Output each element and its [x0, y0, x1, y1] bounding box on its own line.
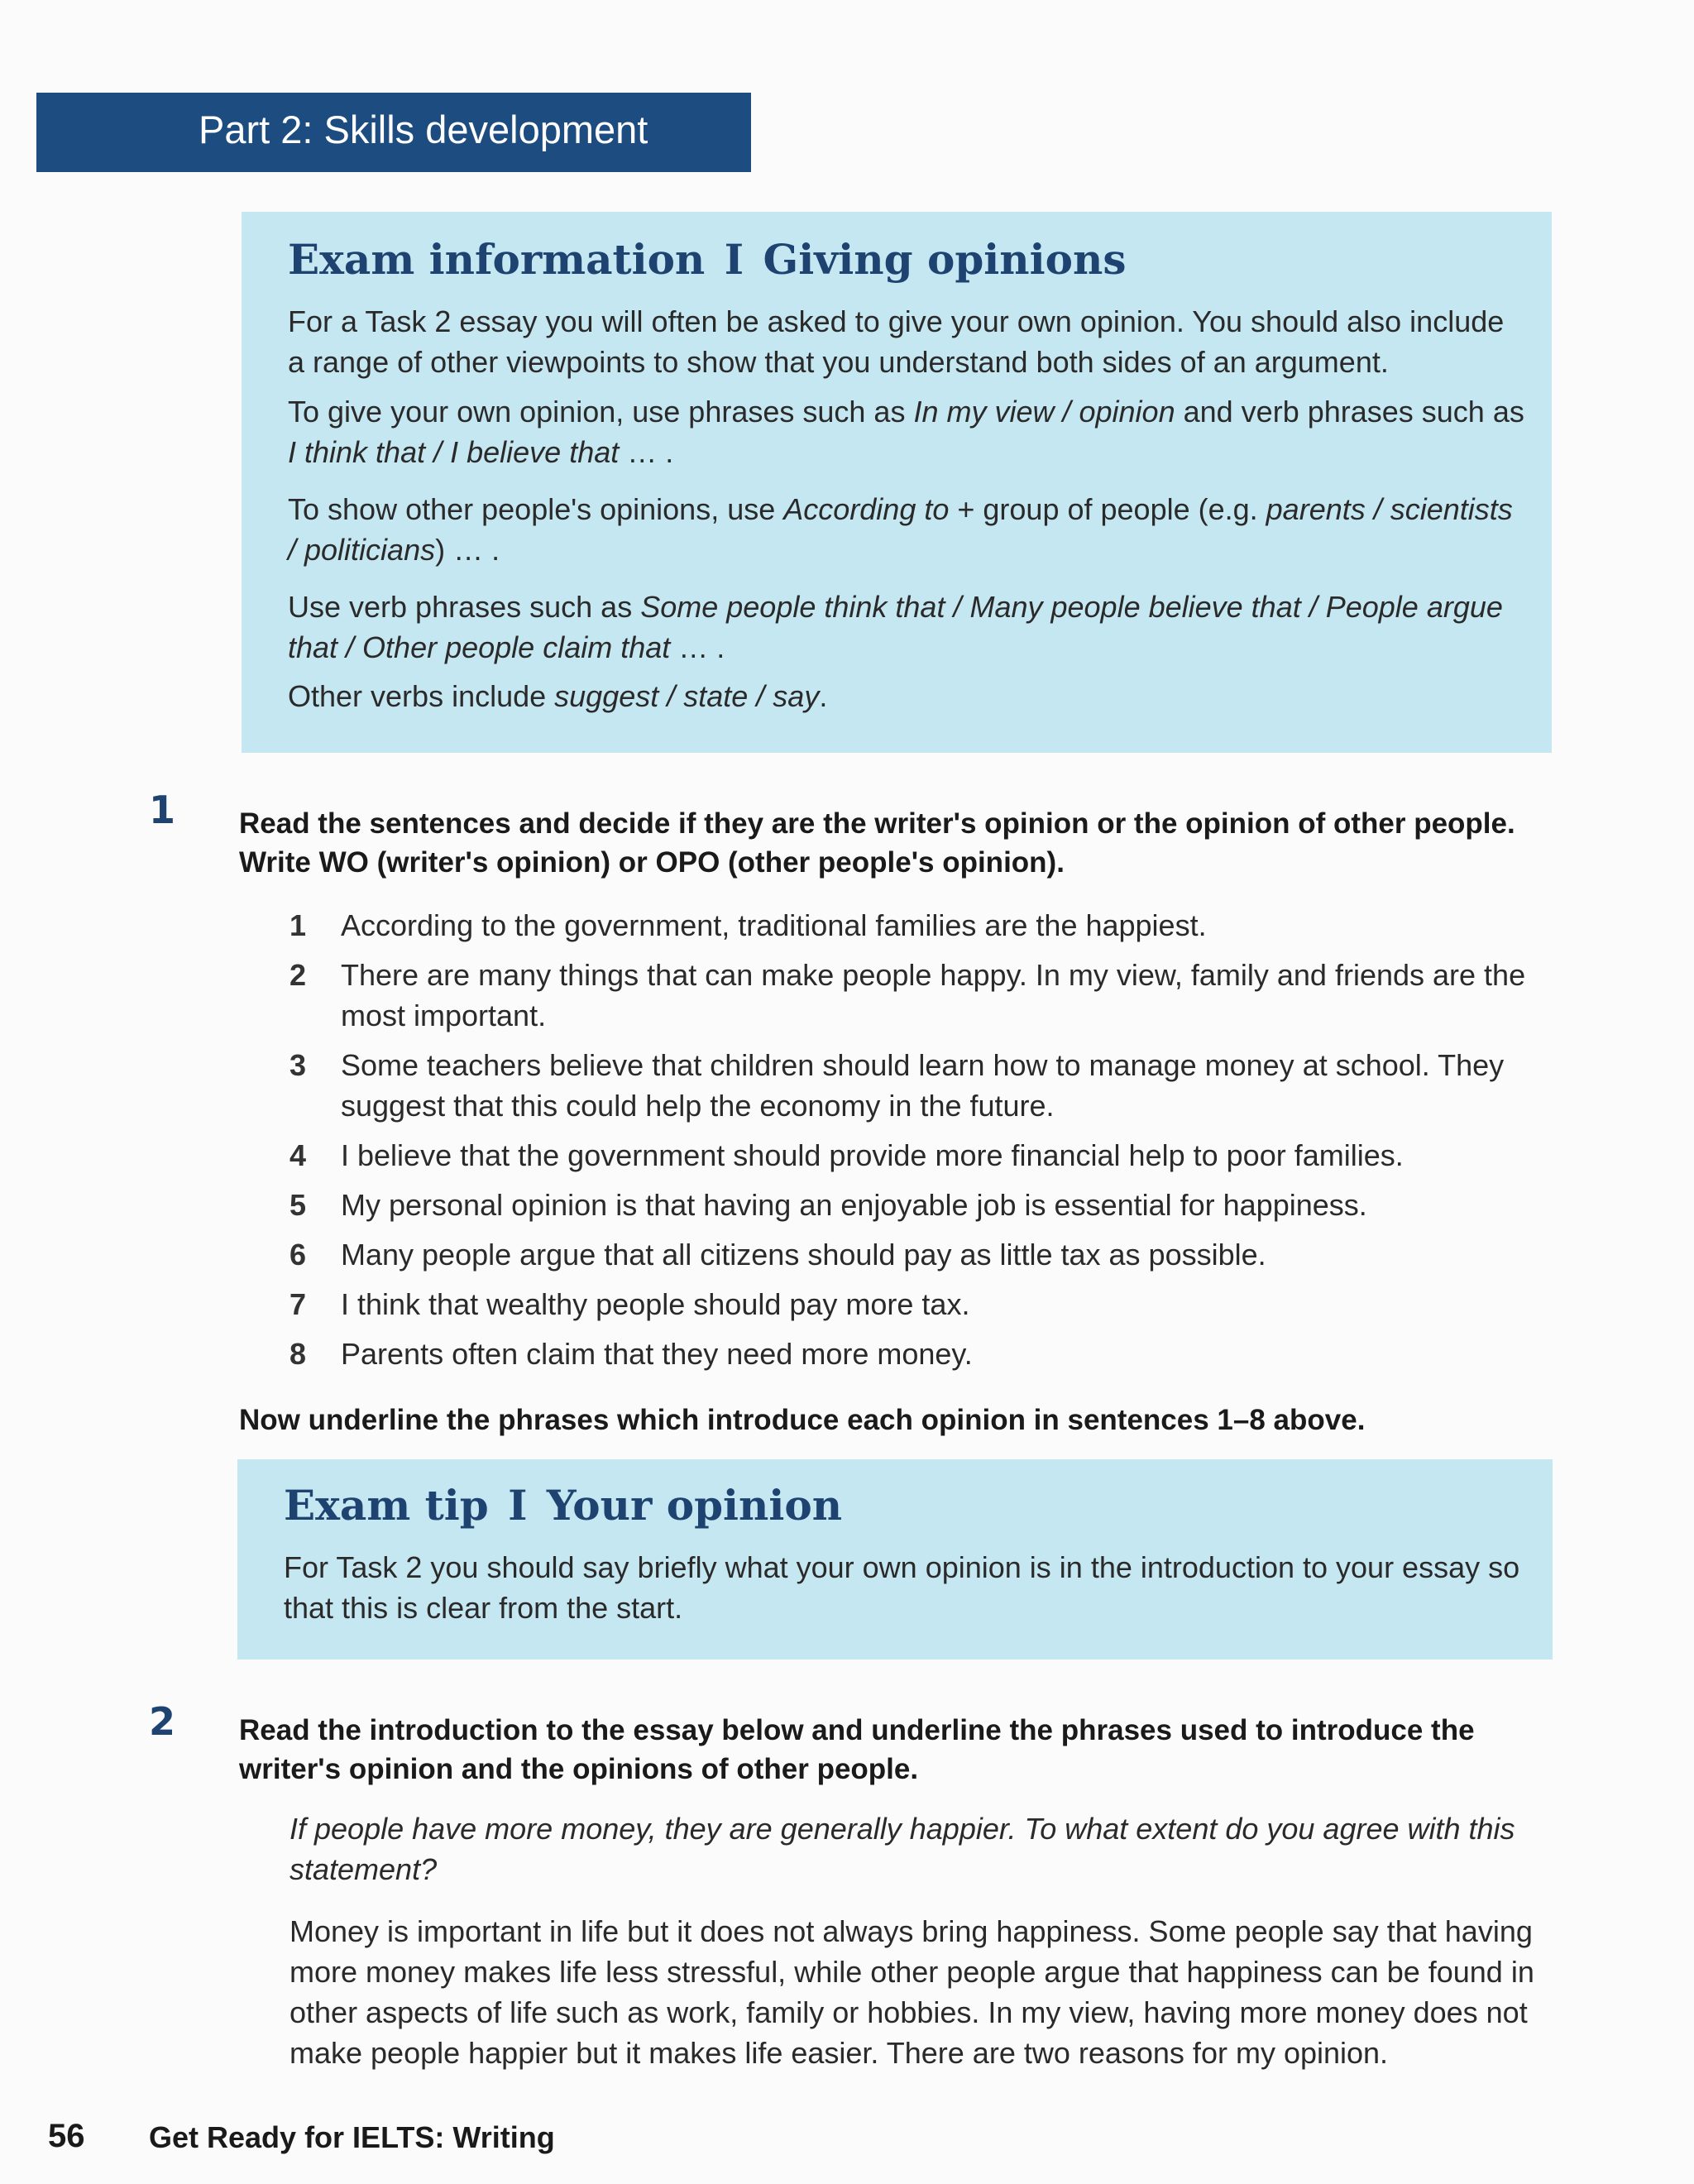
exam-info-paragraph: For a Task 2 essay you will often be asked to give your own opinion. You should also include a range of other viewpoints to show that you understand both sides of an argument.: [288, 304, 1505, 379]
item-number: 8: [290, 1337, 307, 1371]
example-phrase: In my view / opinion: [913, 395, 1175, 429]
essay-question: If people have more money, they are generally happier. To what extent do you agree with this statement?: [290, 1812, 1515, 1886]
text-run: Use verb phrases such as: [288, 590, 641, 624]
list-item: [285, 1045, 1558, 1126]
list-item: [285, 1185, 1558, 1225]
text-run: … .: [619, 435, 674, 469]
follow-up-instruction: Now underline the phrases which introduce each opinion in sentences 1–8 above.: [239, 1404, 1366, 1436]
item-number: 4: [290, 1138, 307, 1172]
essay-introduction: Money is important in life but it does not always bring happiness. Some people say that having more money makes life less stressful, while other people argue that happiness can be found in other aspects of life such as work, family or hobbies. In my view, having more money does not make people happier but it makes life easier. There are two reasons for my opinion.: [290, 1914, 1534, 2070]
list-item: [285, 1234, 1558, 1275]
item-number: 5: [290, 1188, 307, 1222]
exercise-instruction: Read the sentences and decide if they are the writer's opinion or the opinion of other people. Write WO (writer's opinion) or OPO (other people's opinion).: [239, 807, 1515, 879]
list-item: [285, 1284, 1558, 1324]
exam-tip-body: For Task 2 you should say briefly what your own opinion is in the introduction to your essay so that this is clear from the start.: [284, 1550, 1520, 1625]
item-number: 6: [290, 1238, 307, 1272]
item-text: Many people argue that all citizens should pay as little tax as possible.: [341, 1238, 1266, 1272]
text-run: To show other people's opinions, use: [288, 492, 784, 526]
text-run: and verb phrases such as: [1175, 395, 1524, 429]
exam-tip-heading: [284, 1481, 1524, 1530]
title-separator: I: [724, 235, 744, 284]
item-text: Some teachers believe that children should learn how to manage money at school. They suggest that this could help the economy in the future.: [341, 1048, 1505, 1123]
item-text: According to the government, traditional families are the happiest.: [341, 908, 1207, 942]
item-text: I believe that the government should provide more financial help to poor families.: [341, 1138, 1404, 1172]
exercise-instruction: Read the introduction to the essay below and underline the phrases used to introduce the writer's opinion and the opinions of other people.: [239, 1714, 1475, 1785]
example-phrase: parents / scientists / politicians: [288, 492, 1513, 567]
item-text: There are many things that can make people happy. In my view, family and friends are the most important.: [341, 958, 1526, 1032]
exam-information-box: [242, 212, 1552, 753]
item-number: 2: [290, 958, 307, 992]
list-item: [285, 1135, 1558, 1176]
example-phrase: Some people think that / Many people believe that / People argue that / Other people claim that: [288, 590, 1503, 664]
exam-information-subtitle: Giving opinions: [763, 235, 1127, 284]
item-text: I think that wealthy people should pay more tax.: [341, 1287, 970, 1321]
exam-information-title: Exam information: [288, 235, 706, 284]
item-number: 3: [290, 1048, 307, 1082]
example-phrase: I think that / I believe that: [288, 435, 620, 469]
item-number: 7: [290, 1287, 307, 1321]
list-item: [285, 1334, 1558, 1374]
item-number: 1: [290, 908, 307, 942]
text-run: + group of people (e.g.: [949, 492, 1266, 526]
exam-tip-title: Exam tip: [284, 1481, 489, 1530]
exam-tip-box: [237, 1459, 1553, 1660]
exam-tip-subtitle: Your opinion: [546, 1481, 843, 1530]
book-title: Get Ready for IELTS: Writing: [149, 2120, 555, 2154]
example-phrase: suggest / state / say: [554, 679, 820, 713]
exam-info-paragraph: [288, 676, 1529, 716]
sentence-list: [285, 905, 1558, 1383]
text-run: .: [819, 679, 828, 713]
text-run: To give your own opinion, use phrases such as: [288, 395, 914, 429]
title-separator: I: [508, 1481, 528, 1530]
page-number: 56: [48, 2118, 85, 2154]
exam-info-paragraph: [288, 391, 1529, 472]
list-item: [285, 905, 1558, 946]
part-header-bar: [36, 93, 751, 172]
exam-info-paragraph: [288, 489, 1529, 570]
text-run: Other verbs include: [288, 679, 555, 713]
exam-information-heading: [288, 235, 1529, 285]
list-item: [285, 955, 1558, 1036]
exercise-number: 2: [149, 1699, 176, 1744]
part-header-title: Part 2: Skills development: [199, 108, 648, 151]
text-run: … .: [670, 630, 725, 664]
item-text: Parents often claim that they need more money.: [341, 1337, 973, 1371]
example-phrase: According to: [783, 492, 950, 526]
exam-info-paragraph: [288, 587, 1529, 668]
item-text: My personal opinion is that having an enjoyable job is essential for happiness.: [341, 1188, 1367, 1222]
text-run: ) … .: [435, 533, 500, 567]
exercise-number: 1: [149, 788, 176, 832]
